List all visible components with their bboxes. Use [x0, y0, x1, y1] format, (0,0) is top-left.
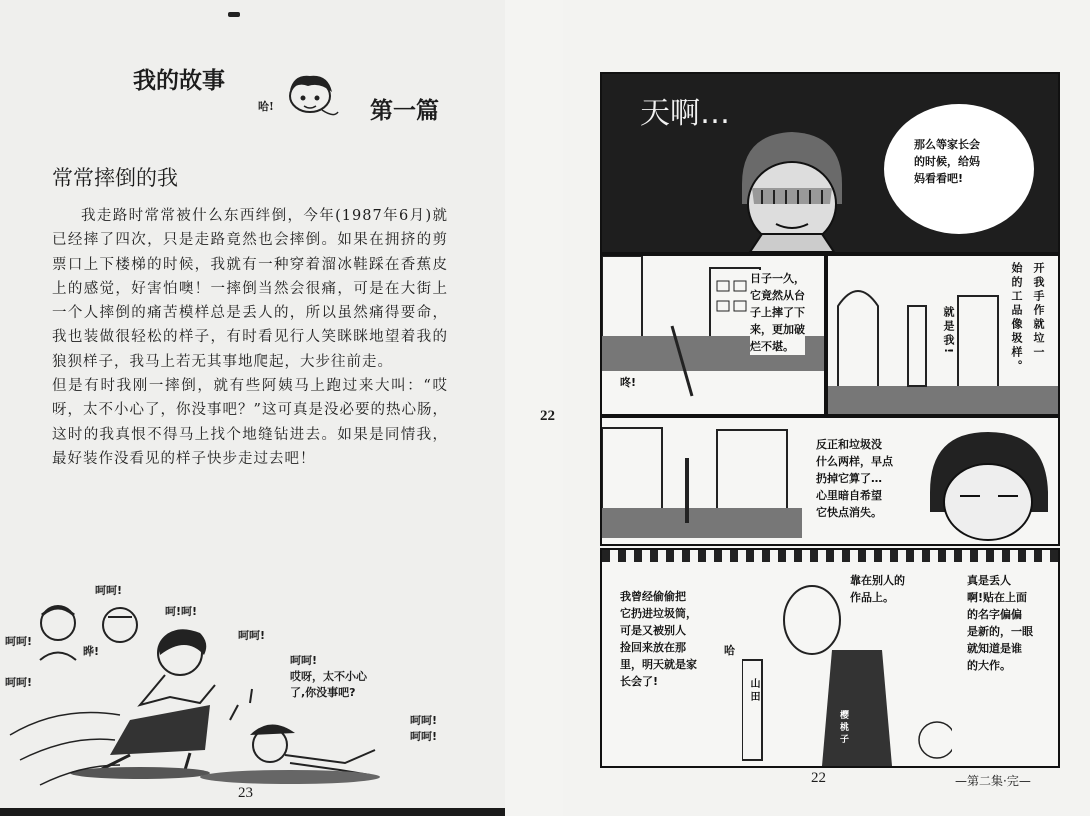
- maruko-face-icon: [722, 124, 862, 252]
- end-mark: —第二集·完—: [955, 774, 1031, 788]
- chapter-subtitle: 常常摔倒的我: [52, 166, 178, 190]
- sfx-hehe-5: 呵呵!: [5, 676, 33, 689]
- street-scene-icon: [602, 418, 802, 544]
- panel-1-speech: 那么等家长会 的时候，给妈 妈看看吧!: [914, 138, 980, 185]
- ha-exclamation: 哈!: [258, 100, 274, 113]
- paragraph-2: 但是有时我刚一摔倒，就有些阿姨马上跑过来大叫：“哎呀，太不小心了，你没事吧？”这可真是没必要的热心肠，这时的我真恨不得马上找个地缝钻进去。如果是同情我，最好装作没看见的样子快步走过去吧！: [52, 378, 448, 467]
- left-page-number: 23: [238, 785, 253, 801]
- panel-3-text-b: 开我手作就垃一: [1032, 262, 1045, 360]
- sfx-hehe-1: 呵呵!: [95, 584, 123, 597]
- ink-mark: [228, 12, 240, 17]
- panel-5-caption-top: 靠在别人的 作品上。: [850, 574, 905, 604]
- sfx-ye: 晔!: [83, 645, 100, 658]
- panel-2-caption: 日子一久， 它竟然从台 子上摔了下 来，更加破 烂不堪。: [750, 272, 805, 353]
- panel-5: [600, 548, 1060, 768]
- sakura-label: 樱桃子: [838, 710, 848, 746]
- speech-aunt: 呵呵! 哎呀，太不小心 了,你没事吧?: [290, 654, 367, 699]
- panel-3: [826, 254, 1060, 416]
- right-page-number: 22: [811, 770, 826, 786]
- panel-4: [600, 416, 1060, 546]
- page-gutter: [505, 0, 563, 816]
- panel-5-caption-left: 我曾经偷偷把 它扔进垃圾筒， 可是又被别人 捡回来放在那 里，明天就是家 长会了!: [620, 590, 697, 688]
- story-title: 我的故事: [133, 68, 225, 94]
- panel-5-ha: 哈: [724, 644, 735, 657]
- panel-4-caption: 反正和垃圾没 什么两样，早点 扔掉它算了… 心里暗自希望 它快点消失。: [816, 438, 893, 519]
- panel-3-me: 就是我!: [942, 306, 955, 357]
- panel-3-text-a: 始的工品像圾样。: [1010, 262, 1023, 374]
- gutter-page-number: 22: [540, 408, 555, 424]
- character-head-icon: [280, 68, 340, 120]
- panel-2: [600, 254, 826, 416]
- sfx-hehe-6: 呵呵! 呵呵!: [410, 714, 438, 743]
- panel-2-sfx: 咚!: [620, 376, 637, 389]
- panel-1-title: 天啊…: [640, 96, 730, 131]
- panel-1: [600, 72, 1060, 254]
- story-body: [52, 204, 448, 471]
- panel-5-caption-right: 真是丢人 啊!贴在上面 的名字偏偏 是新的，一眼 就知道是谁 的大作。: [967, 574, 1033, 672]
- sfx-hehe-3: 呵呵!: [5, 635, 33, 648]
- falling-girl-illustration: [0, 585, 505, 805]
- sfx-hehe-2: 呵!呵!: [165, 605, 198, 618]
- sfx-hehe-4: 呵呵!: [238, 629, 266, 642]
- yamada-label: 山田: [748, 678, 759, 704]
- pattern-border: [602, 550, 1058, 562]
- paragraph-1: 我走路时常常被什么东西绊倒，今年(1987年6月)就已经摔了四次，只是走路竟然也会摔倒。如果在拥挤的剪票口上下楼梯的时候，我就有一种穿着溜冰鞋踩在香蕉皮上的感觉，好害怕噢！一摔倒当然会很痛，可是在大街上一个人摔倒的痛苦模样总是丢人的，所以虽然痛得要命，我也装做很轻松的样子，有时看见行人笑眯眯地望着我的狼狈样子，我马上若无其事地爬起，大步往前走。: [52, 208, 448, 370]
- right-page: [563, 0, 1090, 816]
- part-title: 第一篇: [370, 98, 439, 124]
- maruko-face-icon: [920, 422, 1056, 544]
- left-page: [0, 0, 505, 808]
